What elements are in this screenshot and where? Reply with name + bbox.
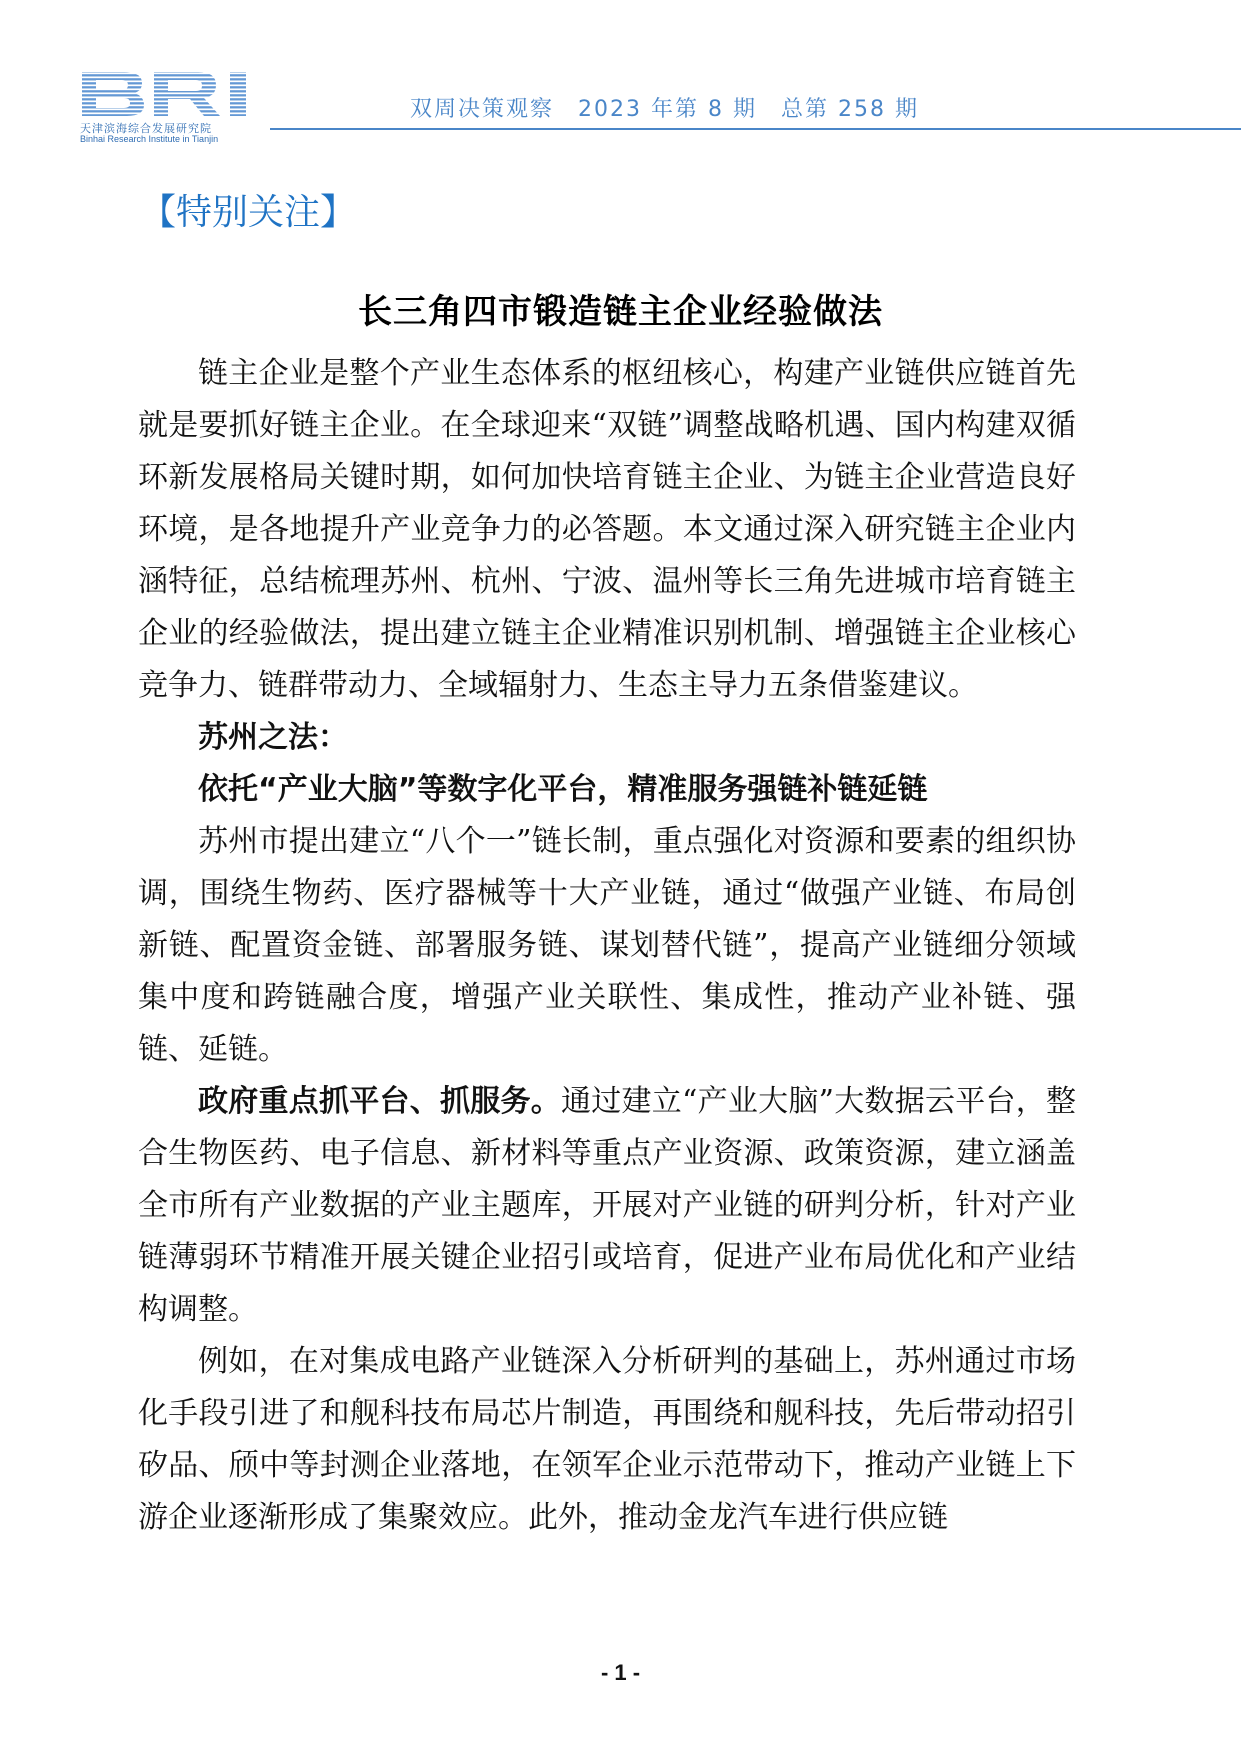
body-paragraph-3: 例如，在对集成电路产业链深入分析研判的基础上，苏州通过市场化手段引进了和舰科技布局芯片制造，再围绕和舰科技，先后带动招引矽品、颀中等封测企业落地，在领军企业示范带动下，推动产业链上下游企业逐渐形成了集聚效应。此外，推动金龙汽车进行供应链 bbox=[138, 1344, 1076, 1535]
header-divider bbox=[270, 128, 1241, 130]
body-paragraph-1: 苏州市提出建立“八个一”链长制，重点强化对资源和要素的组织协调，围绕生物药、医疗器械等十大产业链，通过“做强产业链、布局创新链、配置资金链、部署服务链、谋划替代链”，提高产业链细分领域集中度和跨链融合度，增强产业关联性、集成性，推动产业补链、强链、延链。 bbox=[138, 824, 1076, 1067]
page-number: - 1 - bbox=[600, 1660, 641, 1685]
section-tag: 【特别关注】 bbox=[140, 192, 357, 233]
page-header bbox=[0, 0, 1241, 150]
suzhou-heading: 苏州之法： bbox=[198, 720, 348, 755]
article-body bbox=[138, 348, 1076, 1544]
logo-english-name: Binhai Research Institute in Tianjin bbox=[80, 134, 219, 144]
body-paragraph-2 bbox=[138, 1076, 1076, 1336]
logo-chinese-name: 天津滨海综合发展研究院 bbox=[80, 122, 212, 135]
intro-paragraph: 链主企业是整个产业生态体系的枢纽核心，构建产业链供应链首先就是要抓好链主企业。在全球迎来“双链”调整战略机遇、国内构建双循环新发展格局关键时期，如何加快培育链主企业、为链主企业营造良好环境，是各地提升产业竞争力的必答题。本文通过深入研究链主企业内涵特征，总结梳理苏州、杭州、宁波、温州等长三角先进城市培育链主企业的经验做法，提出建立链主企业精准识别机制、增强链主企业核心竞争力、链群带动力、全域辐射力、生态主导力五条借鉴建议。 bbox=[138, 356, 1076, 703]
suzhou-subheading: 依托“产业大脑”等数字化平台，精准服务强链补链延链 bbox=[198, 772, 928, 807]
body-paragraph-2-text: 通过建立“产业大脑”大数据云平台，整合生物医药、电子信息、新材料等重点产业资源、政策资源，建立涵盖全市所有产业数据的产业主题库，开展对产业链的研判分析，针对产业链薄弱环节精准开展关键企业招引或培育，促进产业布局优化和产业结构调整。 bbox=[138, 1084, 1076, 1327]
bri-logo bbox=[80, 70, 270, 144]
body-paragraph-2-lead: 政府重点抓平台、抓服务。 bbox=[198, 1084, 562, 1119]
bri-logo-mark bbox=[80, 70, 260, 118]
article-title: 长三角四市锻造链主企业经验做法 bbox=[358, 292, 883, 332]
issue-info: 双周决策观察 2023 年第 8 期 总第 258 期 bbox=[410, 97, 919, 122]
